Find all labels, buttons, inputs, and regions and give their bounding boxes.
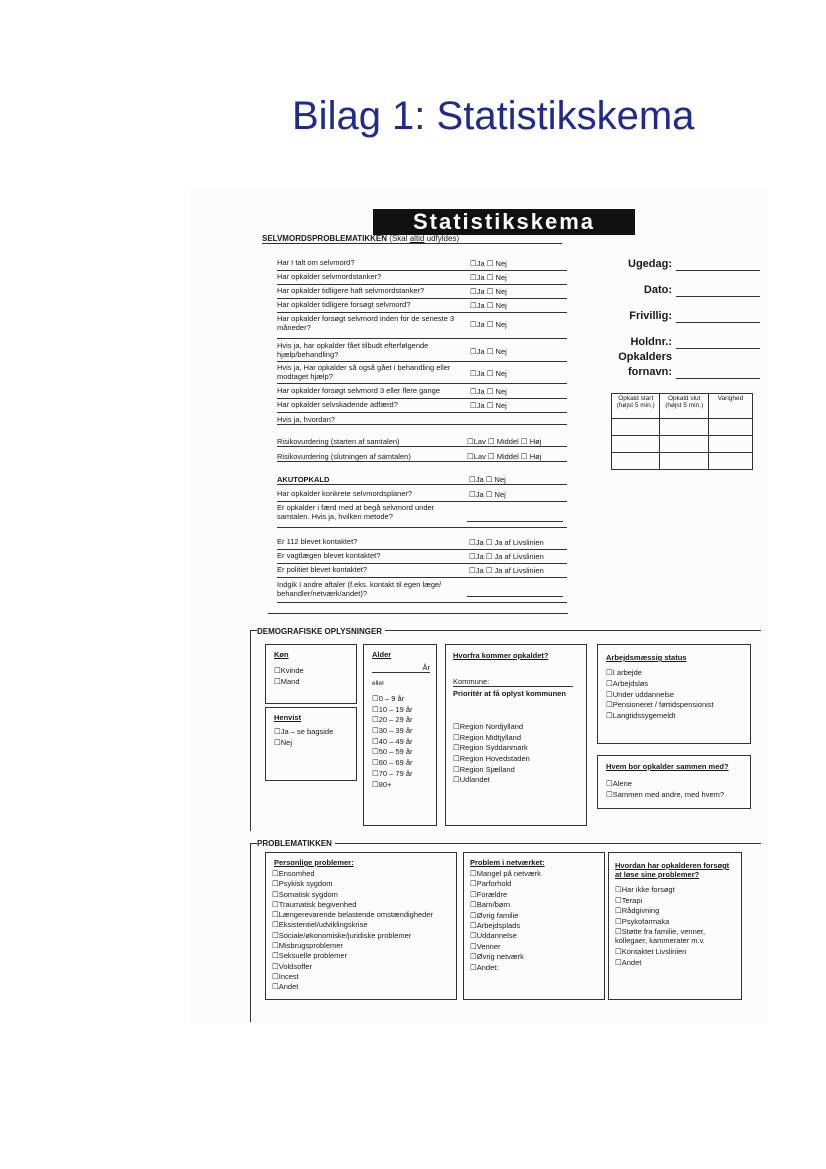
acute-header-answer[interactable]: ☐ Ja ☐ Nej	[469, 475, 506, 484]
suicide-question-text: Har opkalder forsøgt selvmord inden for de seneste 3 måneder?	[277, 314, 455, 332]
gender-option[interactable]: ☐ Mand	[274, 677, 356, 686]
problems-header: PROBLEMATIKKEN	[257, 839, 335, 848]
answer-line[interactable]	[467, 596, 563, 597]
suicide-question-text: Har opkalder forsøgt selvmord 3 eller flere gange	[277, 386, 440, 395]
acute-question-text: Indgik I andre aftaler (f.eks. kontakt til egen læge/ behandler/netværk/andet)?	[277, 580, 442, 598]
living-options	[606, 779, 750, 799]
age-options	[372, 694, 436, 789]
personal-problem-option[interactable]: ☐ Voldsoffer	[272, 962, 456, 971]
region-title: Hvorfra kommer opkaldet?	[453, 651, 549, 660]
table-cell[interactable]	[708, 436, 752, 453]
age-title: Alder	[372, 650, 392, 659]
region-option[interactable]: ☐ Region Syddanmark	[453, 743, 586, 752]
age-option[interactable]: ☐ 40 – 49 år	[372, 737, 436, 746]
yes-no-answer[interactable]: ☐ Ja ☐ Nej	[470, 259, 507, 268]
referred-options	[274, 727, 356, 747]
suicide-question-text: Hvis ja, Har opkalder så også gået i behandling eller modtaget hjælp?	[277, 363, 451, 381]
municipality-field[interactable]: Kommune:	[453, 677, 573, 687]
acute-question-row	[277, 580, 567, 603]
personal-problem-option[interactable]: ☐ Somatisk sygdom	[272, 890, 456, 899]
personal-problem-option[interactable]: ☐ Misbrugsproblemer	[272, 941, 456, 950]
table-cell[interactable]	[612, 453, 660, 470]
suicide-question-text: Hvis ja, har opkalder fået tilbudt efterfølgende hjælp/behandling?	[277, 341, 429, 359]
acute-answer[interactable]: ☐ Ja ☐ Nej	[469, 490, 506, 499]
table-cell[interactable]	[612, 419, 660, 436]
table-cell[interactable]	[708, 419, 752, 436]
age-option[interactable]: ☐ 60 – 69 år	[372, 758, 436, 767]
attempt-option[interactable]: ☐ Terapi	[615, 896, 737, 905]
work-options	[606, 668, 750, 720]
network-problem-option[interactable]: ☐ Arbejdsplads	[470, 921, 604, 930]
referred-title: Henvist	[274, 713, 302, 722]
region-priority: Prioritér at få oplyst kommunen	[453, 689, 566, 698]
acute-answer[interactable]: ☐ Ja ☐ Ja af Livslinien	[469, 566, 544, 575]
risk-start-options[interactable]: ☐ Lav ☐ Middel ☐ Høj	[467, 437, 541, 446]
personal-problem-option[interactable]: ☐ Ensomhed	[272, 869, 456, 878]
suicide-question-row	[277, 314, 567, 339]
yes-no-answer[interactable]: ☐ Ja ☐ Nej	[470, 273, 507, 282]
suicide-question-text: Har opkalder selvmordstanker?	[277, 272, 382, 281]
attempt-option[interactable]: ☐ Støtte fra familie, venner, kollegaer, kammerater m.v.	[615, 927, 737, 945]
personal-problem-option[interactable]: ☐ Traumatisk begivenhed	[272, 900, 456, 909]
network-options	[470, 869, 604, 972]
attempt-option[interactable]: ☐ Psykofarmaka	[615, 917, 737, 926]
yes-no-answer[interactable]: ☐ Ja ☐ Nej	[470, 387, 507, 396]
acute-question-row	[277, 489, 567, 502]
region-box	[445, 644, 587, 826]
network-problems-box	[463, 852, 605, 1000]
yes-no-answer[interactable]: ☐ Ja ☐ Nej	[470, 287, 507, 296]
personal-problem-option[interactable]: ☐ Længerevarende belastende omstændigheder	[272, 910, 456, 919]
page-heading: Bilag 1: Statistikskema	[292, 94, 695, 138]
personal-problem-option[interactable]: ☐ Psykisk sygdom	[272, 879, 456, 888]
region-option[interactable]: ☐ Region Nordjylland	[453, 722, 586, 731]
work-box	[597, 644, 751, 744]
acute-question-text: Har opkalder konkrete selvmordsplaner?	[277, 489, 413, 498]
suicide-question-row	[277, 258, 567, 271]
age-box	[363, 644, 437, 826]
suicide-question-text: Har I talt om selvmord?	[277, 258, 355, 267]
suicide-section-header	[262, 234, 459, 243]
network-problem-option[interactable]: ☐ Øvrig netværk	[470, 952, 604, 961]
risk-start-row[interactable]: Risikovurdering (starten af samtalen) ☐ Lav ☐ Middel ☐ Høj	[277, 437, 567, 447]
region-options	[453, 722, 586, 784]
table-cell[interactable]	[660, 419, 708, 436]
acute-header-row: AKUTOPKALD ☐ Ja ☐ Nej	[277, 475, 567, 485]
meta-field-label: Opkalders fornavn:	[618, 351, 672, 378]
referred-option[interactable]: ☐ Ja – se bagside	[274, 727, 356, 736]
suicide-question-row	[277, 300, 567, 313]
region-option[interactable]: ☐ Region Sjælland	[453, 765, 586, 774]
network-problem-option[interactable]: ☐ Parforhold	[470, 879, 604, 888]
attempt-option[interactable]: ☐ Har ikke forsøgt	[615, 885, 737, 894]
personal-problem-option[interactable]: ☐ Eksistentiel/udviklingskrise	[272, 920, 456, 929]
how-question: Hvis ja, hvordan?	[277, 415, 567, 425]
referred-option[interactable]: ☐ Nej	[274, 738, 356, 747]
living-box	[597, 755, 751, 809]
meta-field-label: Frivillig:	[629, 310, 672, 322]
work-option[interactable]: ☐ Langtidssygemeldt	[606, 711, 750, 720]
attempt-option[interactable]: ☐ Rådgivning	[615, 906, 737, 915]
acute-question-text: Er 112 blevet kontaktet?	[277, 537, 358, 546]
personal-problem-option[interactable]: ☐ Seksuelle problemer	[272, 951, 456, 960]
personal-problem-option[interactable]: ☐ Sociale/økonomiske/juridiske problemer	[272, 931, 456, 940]
risk-end-row[interactable]: Risikovurdering (slutningen af samtalen) ☐ Lav ☐ Middel ☐ Høj	[277, 452, 567, 462]
meta-field-input[interactable]	[676, 378, 760, 379]
age-years-field[interactable]: År	[372, 663, 430, 673]
age-option[interactable]: ☐ 50 – 59 år	[372, 747, 436, 756]
attempt-option[interactable]: ☐ Kontaktet Livslinien	[615, 947, 737, 956]
suicide-question-text: Har opkalder tidligere forsøgt selvmord?	[277, 300, 411, 309]
personal-title: Personlige problemer:	[274, 858, 354, 867]
personal-problem-option[interactable]: ☐ Andet	[272, 982, 456, 991]
suicide-question-row	[277, 286, 567, 299]
work-option[interactable]: ☐ Pensioneret / førtidspensionist	[606, 700, 750, 709]
suicide-question-row	[277, 400, 567, 413]
table-cell[interactable]	[612, 436, 660, 453]
answer-line[interactable]	[467, 521, 563, 522]
age-option[interactable]: ☐ 80+	[372, 780, 436, 789]
gender-title: Køn	[274, 650, 289, 659]
network-problem-option[interactable]: ☐ Mangel på netværk	[470, 869, 604, 878]
call-end-header: Opkald slut (højst 5 min.)	[660, 394, 708, 419]
yes-no-answer[interactable]: ☐ Ja ☐ Nej	[470, 347, 507, 356]
work-option[interactable]: ☐ Under uddannelse	[606, 690, 750, 699]
meta-field-label: Ugedag:	[628, 258, 672, 270]
table-cell[interactable]	[660, 453, 708, 470]
meta-field-label: Holdnr.:	[630, 336, 672, 348]
region-option[interactable]: ☐ Region Hovedstaden	[453, 754, 586, 763]
suicide-question-text: Har opkalder selvskadende adfærd?	[277, 400, 398, 409]
gender-option[interactable]: ☐ Kvinde	[274, 666, 356, 675]
network-problem-option[interactable]: ☐ Uddannelse	[470, 931, 604, 940]
suicide-question-row	[277, 341, 567, 362]
acute-question-text: Er vagtlægen blevet kontaktet?	[277, 551, 381, 560]
network-problem-option[interactable]: ☐ Barn/børn	[470, 900, 604, 909]
acute-question-row	[277, 537, 567, 550]
suicide-question-row	[277, 363, 567, 384]
age-option[interactable]: ☐ 70 – 79 år	[372, 769, 436, 778]
acute-bottom-rule	[268, 613, 568, 614]
personal-problem-option[interactable]: ☐ Incest	[272, 972, 456, 981]
network-problem-option[interactable]: ☐ Forældre	[470, 890, 604, 899]
living-option[interactable]: ☐ Sammen med andre, med hvem?	[606, 790, 750, 799]
suicide-header-rule	[262, 243, 562, 244]
suicide-question-row	[277, 386, 567, 399]
referred-box	[265, 707, 357, 781]
gender-options	[274, 666, 356, 686]
yes-no-answer[interactable]: ☐ Ja ☐ Nej	[470, 320, 507, 329]
region-option[interactable]: ☐ Region Midtjylland	[453, 733, 586, 742]
acute-answer[interactable]: ☐ Ja ☐ Ja af Livslinien	[469, 552, 544, 561]
personal-problems-box	[265, 852, 457, 1000]
acute-question-row	[277, 565, 567, 578]
age-option[interactable]: ☐ 30 – 39 år	[372, 726, 436, 735]
work-option[interactable]: ☐ I arbejde	[606, 668, 750, 677]
meta-field-input[interactable]	[676, 322, 760, 323]
meta-field-input[interactable]	[676, 270, 760, 271]
work-option[interactable]: ☐ Arbejdsløs	[606, 679, 750, 688]
meta-field-label: Dato:	[643, 284, 672, 296]
table-cell[interactable]	[660, 436, 708, 453]
living-title: Hvem bor opkalder sammen med?	[606, 762, 729, 771]
meta-field-input[interactable]	[676, 348, 760, 349]
meta-field-input[interactable]	[676, 296, 760, 297]
work-title: Arbejdsmæssig status	[606, 653, 687, 662]
acute-question-text: Er opkalder i færd med at begå selvmord under samtalen. Hvis ja, hvilken metode?	[277, 503, 435, 521]
network-problem-option[interactable]: ☐ Øvrig familie	[470, 911, 604, 920]
call-start-header: Opkald start (højst 5 min.)	[612, 394, 660, 419]
network-title: Problem i netværket:	[470, 858, 545, 867]
age-option[interactable]: ☐ 20 – 29 år	[372, 715, 436, 724]
acute-answer[interactable]: ☐ Ja ☐ Ja af Livslinien	[469, 538, 544, 547]
acute-question-row	[277, 503, 567, 528]
network-problem-option[interactable]: ☐ Andet:	[470, 963, 604, 972]
acute-question-row	[277, 551, 567, 564]
yes-no-answer[interactable]: ☐ Ja ☐ Nej	[470, 401, 507, 410]
age-option[interactable]: ☐ 0 – 9 år	[372, 694, 436, 703]
attempt-option[interactable]: ☐ Andet	[615, 958, 737, 967]
attempts-title: Hvordan har opkalderen forsøgt at løse sine problemer?	[615, 861, 730, 879]
gender-box	[265, 644, 357, 704]
suicide-question-row	[277, 272, 567, 285]
duration-header: Varighed	[708, 394, 752, 419]
form-title: Statistikskema	[373, 209, 635, 235]
attempts-options	[615, 885, 737, 967]
suicide-question-text: Har opkalder tidligere haft selvmordstanker?	[277, 286, 425, 295]
acute-question-text: Er politiet blevet kontaktet?	[277, 565, 368, 574]
risk-end-options[interactable]: ☐ Lav ☐ Middel ☐ Høj	[467, 452, 541, 461]
age-or: eller	[372, 680, 385, 687]
age-option[interactable]: ☐ 10 – 19 år	[372, 705, 436, 714]
living-option[interactable]: ☐ Alene	[606, 779, 750, 788]
yes-no-answer[interactable]: ☐ Ja ☐ Nej	[470, 369, 507, 378]
suicide-header-note: (Skal altid udfyldes)	[389, 234, 460, 243]
demographics-header: DEMOGRAFISKE OPLYSNINGER	[257, 627, 385, 636]
personal-options	[272, 869, 456, 991]
table-cell[interactable]	[708, 453, 752, 470]
yes-no-answer[interactable]: ☐ Ja ☐ Nej	[470, 301, 507, 310]
network-problem-option[interactable]: ☐ Venner	[470, 942, 604, 951]
call-time-table	[611, 393, 753, 470]
suicide-header-label: SELVMORDSPROBLEMATIKKEN	[262, 234, 388, 243]
region-option[interactable]: ☐ Udlandet	[453, 775, 586, 784]
attempts-box	[608, 852, 742, 1000]
